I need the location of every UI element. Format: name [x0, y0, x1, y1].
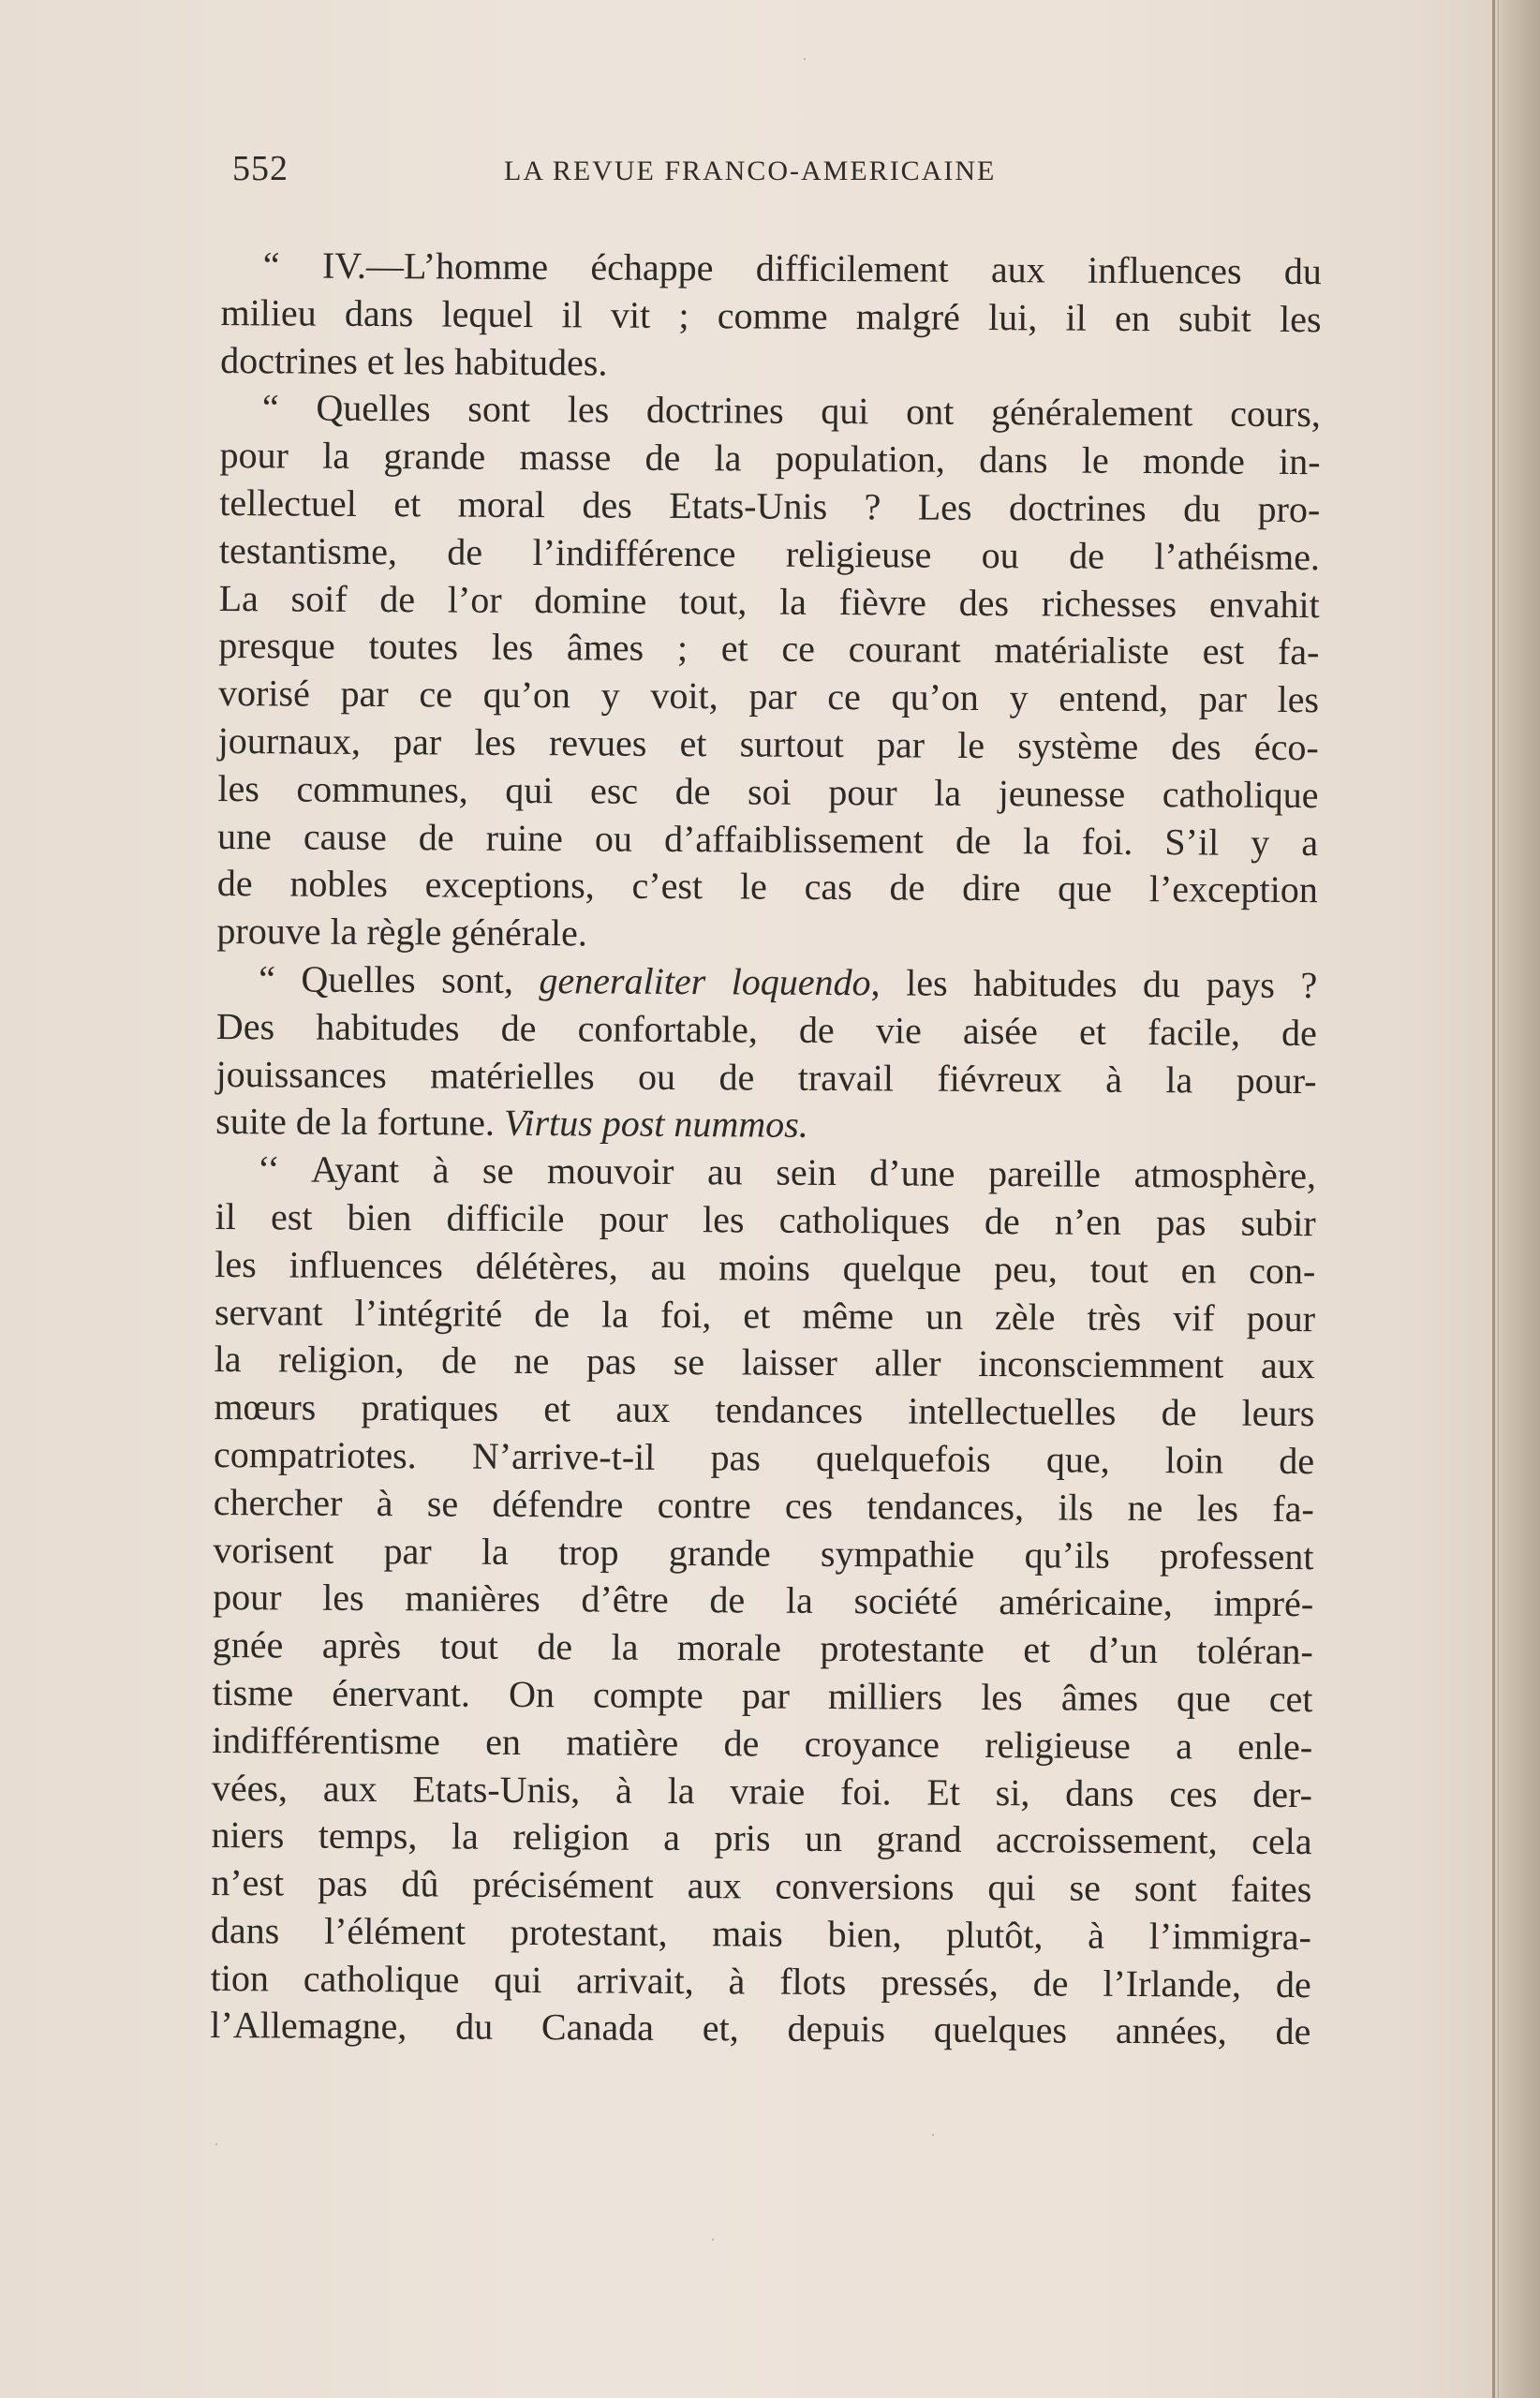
text-line: tellectuel et moral des Etats-Unis ? Les doctrines du pro-	[219, 481, 1321, 531]
text-line: prouve la règle générale.	[216, 910, 587, 955]
italic-phrase: generaliter loquendo	[539, 959, 871, 1004]
text-line: les communes, qui esc de soi pour la jeunesse catholique	[217, 766, 1319, 816]
text-segment: , les habitudes du pays ?	[870, 961, 1318, 1007]
page-edge-line	[1498, 0, 1499, 2398]
text-line: La soif de l’or domine tout, la fièvre des richesses envahit	[218, 576, 1320, 626]
page-header	[232, 148, 1324, 195]
text-line: journaux, par les revues et surtout par le système des éco-	[217, 718, 1319, 769]
text-line: servant l’intégrité de la foi, et même un zèle très vif pour	[214, 1290, 1316, 1340]
text-line: l’Allemagne, du Canada et, depuis quelques années, de	[210, 2004, 1311, 2053]
body-text	[210, 242, 1322, 2056]
text-line: de nobles exceptions, c’est le cas de dire que l’exception	[216, 862, 1318, 911]
text-line: compatriotes. N’arrive-t-il pas quelquefois que, loin de	[213, 1432, 1315, 1483]
text-segment: “ Quelles sont,	[259, 957, 514, 1001]
paper-speck	[932, 2134, 934, 2136]
text-line: Des habitudes de confortable, de vie aisée et facile, de	[215, 1004, 1318, 1054]
text-line: presque toutes les âmes ; et ce courant matérialiste est fa-	[218, 624, 1320, 674]
text-line	[216, 955, 1317, 1010]
text-line: doctrines et les habitudes.	[220, 338, 608, 384]
text-line: vées, aux Etats-Unis, à la vraie foi. Et si, dans ces der-	[211, 1766, 1313, 1815]
italic-phrase: Virtus post nummos.	[503, 1102, 808, 1147]
text-line: il est bien difficile pour les catholiques de n’en pas subir	[215, 1194, 1316, 1245]
text-line: mœurs pratiques et aux tendances intellectuelles de leurs	[214, 1385, 1315, 1435]
text-line: niers temps, la religion a pris un grand accroissement, cela	[211, 1813, 1312, 1863]
paper-speck	[215, 2143, 217, 2145]
text-line: ‘‘ Ayant à se mouvoir au sein d’une pareille atmosphère,	[257, 1147, 1317, 1197]
text-line	[215, 1098, 1316, 1152]
text-line: une cause de ruine ou d’affaiblissement de la foi. S’il y a	[216, 814, 1319, 864]
text-segment: suite de la fortune.	[215, 1100, 496, 1145]
text-line: dans l’élément protestant, mais bien, plutôt, à l’immigra-	[210, 1908, 1312, 1959]
text-line: pour les manières d’être de la société américaine, impré-	[213, 1576, 1314, 1625]
text-line: testantisme, de l’indifférence religieuse ou de l’athéisme.	[218, 528, 1321, 578]
text-line: chercher à se défendre contre ces tendances, ils ne les fa-	[213, 1480, 1314, 1530]
paper-speck	[712, 2239, 714, 2241]
text-line: tion catholique qui arrivait, à flots pressés, de l’Irlande, de	[210, 1956, 1311, 2006]
text-line: milieu dans lequel il vit ; comme malgré lui, il en subit les	[220, 290, 1322, 340]
paper-speck	[804, 58, 806, 60]
text-line: “ IV.—L’homme échappe difficilement aux influences du	[262, 244, 1322, 293]
page-edge	[1492, 0, 1540, 2398]
running-title: LA REVUE FRANCO-AMERICAINE	[504, 155, 997, 186]
text-line: jouissances matérielles ou de travail fiévreux à la pour-	[215, 1052, 1317, 1102]
text-line: n’est pas dû précisément aux conversions qui se sont faites	[211, 1861, 1312, 1911]
text-line: tisme énervant. On compte par milliers les âmes que cet	[212, 1670, 1313, 1721]
text-line: vorisent par la trop grande sympathie qu’ils professent	[213, 1528, 1314, 1577]
text-line: indifférentisme en matière de croyance religieuse a enle-	[212, 1718, 1313, 1768]
text-line: “ Quelles sont les doctrines qui ont généralement cours,	[261, 386, 1322, 436]
text-line: les influences délétères, au moins quelque peu, tout en con-	[215, 1242, 1316, 1292]
text-line: pour la grande masse de la population, dans le monde in-	[219, 434, 1321, 483]
text-line: la religion, de ne pas se laisser aller inconsciemment aux	[214, 1338, 1315, 1387]
text-line: gnée après tout de la morale protestante et d’un toléran-	[212, 1623, 1313, 1673]
page-number: 552	[232, 149, 289, 188]
text-line: vorisé par ce qu’on y voit, par ce qu’on y entend, par les	[217, 672, 1320, 721]
